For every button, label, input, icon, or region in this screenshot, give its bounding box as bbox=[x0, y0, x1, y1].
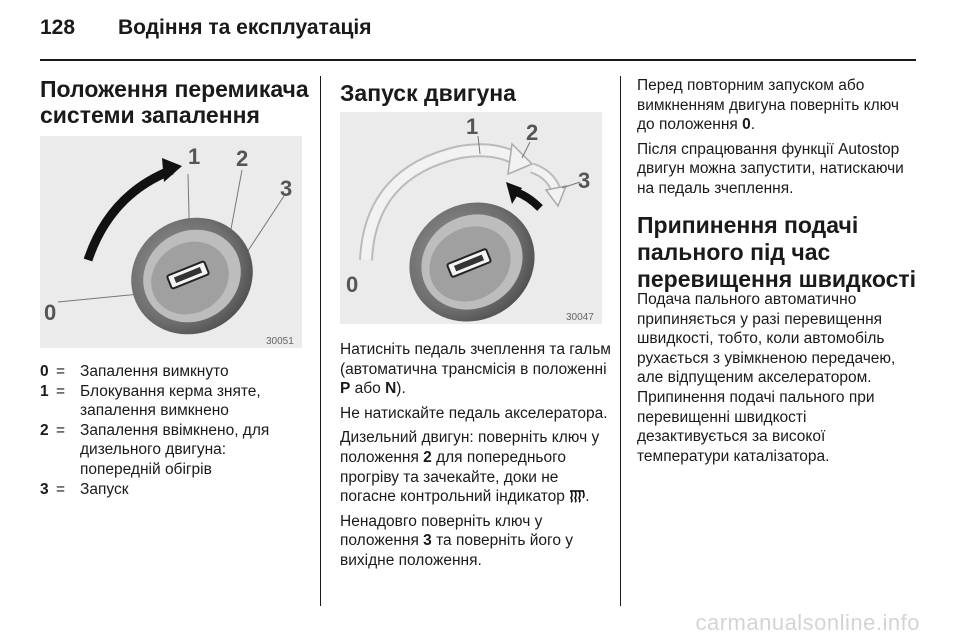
ignition-switch-figure bbox=[40, 136, 302, 348]
legend-row: 2 = Запалення ввімкнено, для дизельного двигуна: попередній обігрів bbox=[40, 421, 270, 478]
page-header bbox=[0, 0, 960, 62]
position-legend bbox=[40, 362, 310, 499]
paragraph: Натисніть педаль зчеплення та гальм (автоматична трансмісія в положенні P або N). bbox=[340, 341, 611, 398]
legend-row: 3 = Запуск bbox=[40, 480, 129, 498]
engine-start-heading: Запуск двигуна bbox=[340, 80, 516, 106]
paragraph: Ненадовго поверніть ключ у положення 3 та поверніть його у вихідне положення. bbox=[340, 512, 574, 569]
position-label-1: 1 bbox=[466, 114, 479, 139]
page-number: 128 bbox=[40, 16, 76, 39]
legend-row: 0 = Запалення вимкнуто bbox=[40, 363, 229, 380]
restart-text bbox=[637, 76, 909, 204]
engine-start-figure bbox=[340, 112, 602, 324]
section-title: Водіння та експлуатація bbox=[118, 16, 372, 39]
watermark: carmanualsonline.info bbox=[695, 610, 920, 635]
column-divider bbox=[320, 76, 321, 606]
paragraph: Не натискайте педаль акселератора. bbox=[340, 404, 608, 422]
position-label-0: 0 bbox=[346, 272, 359, 297]
position-label-3: 3 bbox=[578, 168, 591, 193]
position-label-2: 2 bbox=[526, 120, 539, 145]
ignition-positions-heading: Положення перемикача системи запалення bbox=[40, 76, 309, 128]
paragraph: Перед повторним запуском або вимкненням двигуна поверніть ключ до положення 0. bbox=[637, 77, 899, 134]
fuel-cutoff-heading: Припинення подачі пального під час перевищення швидкості bbox=[637, 212, 917, 292]
position-label-0: 0 bbox=[44, 300, 57, 325]
paragraph: Після спрацювання функції Autostop двигун можна запустити, натискаючи на педаль зчеплення. bbox=[637, 140, 904, 197]
header-divider bbox=[40, 59, 916, 61]
figure-code: 30047 bbox=[566, 312, 594, 323]
position-label-2: 2 bbox=[236, 146, 249, 171]
glow-plug-indicator-icon bbox=[569, 489, 585, 503]
legend-row: 1 = Блокування керма зняте, запалення вимкнено bbox=[40, 382, 261, 420]
engine-start-text bbox=[340, 340, 612, 576]
paragraph: Дизельний двигун: поверніть ключ у положення 2 для попереднього прогріву та зачекайте, доки не погасне контрольний індикатор . bbox=[340, 429, 600, 506]
paragraph: Подача пального автоматично припиняється у разі перевищення швидкості, тобто, коли автомобіль рухається з увімкненою передачею, але відпущеним акселератором. Припинення подачі пального при перевищенні швидкості дезактивується за високої температури каталізатора. bbox=[637, 291, 896, 465]
fuel-cutoff-text bbox=[637, 290, 909, 471]
position-label-1: 1 bbox=[188, 144, 201, 169]
figure-code: 30051 bbox=[266, 336, 294, 347]
column-divider bbox=[620, 76, 621, 606]
position-label-3: 3 bbox=[280, 176, 293, 201]
